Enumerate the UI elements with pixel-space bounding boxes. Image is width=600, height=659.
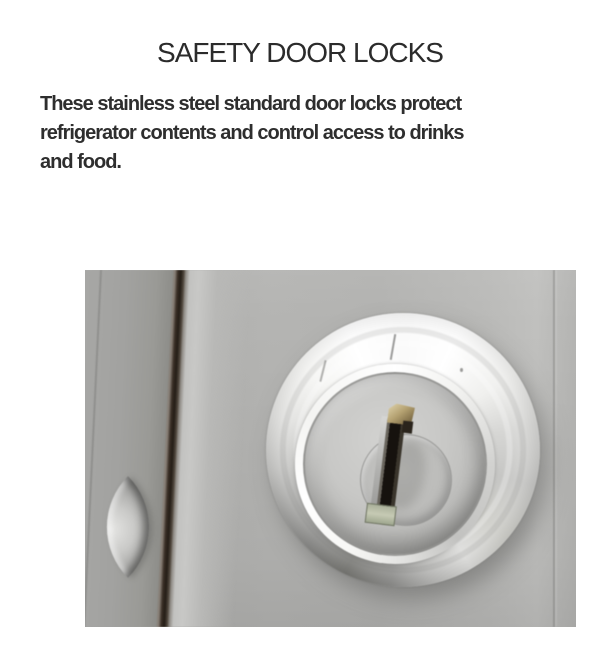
- product-photo: [85, 270, 576, 627]
- description-line-1: These stainless steel standard door locks protect: [40, 93, 462, 115]
- bezel-speck: [460, 368, 463, 372]
- keyhole-bottom-plate: [365, 503, 397, 527]
- description-line-2: refrigerator contents and control access to drinks: [40, 122, 464, 144]
- door-gap-seam: [156, 270, 253, 627]
- description: [40, 90, 560, 177]
- keyhole-notch: [402, 421, 413, 434]
- description-line-3: and food.: [40, 151, 121, 173]
- photo-canvas: [85, 270, 576, 627]
- page-title: SAFETY DOOR LOCKS: [157, 37, 443, 68]
- panel-seam-line: [85, 270, 102, 627]
- right-panel-edge-line: [553, 270, 555, 627]
